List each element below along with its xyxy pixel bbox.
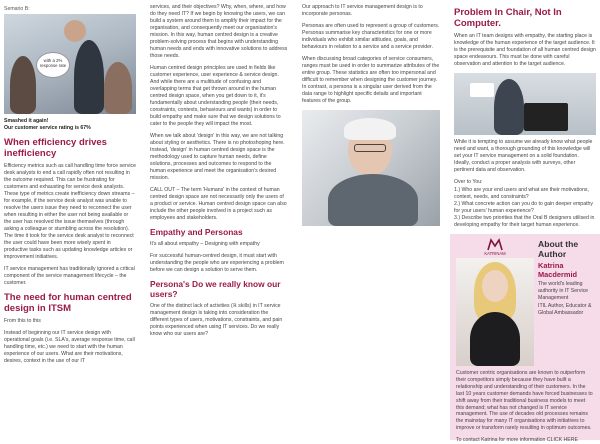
column-2: [146, 0, 294, 424]
question-2: 2.) What concrete action can you do to gain deeper empathy for your users' human experience?: [454, 201, 593, 214]
paragraph: When discussing broad categories of service consumers, ranges must be used in order to summarize attributes of the entire group. These statistics are often too impersonal and difficult to remember when designing the customer journey. In contrast, a persona is a singular user derived from the data range to highlight specific details and important features of the group.: [302, 56, 440, 104]
laptop-user-photo: [454, 73, 596, 135]
paragraph: Our approach to IT service management design is to incorporate personas.: [302, 4, 423, 17]
author-photo: [456, 258, 534, 366]
contact-link[interactable]: To contact Katrina for more information CLICK HERE: [456, 437, 578, 444]
brand-mark-icon: [487, 239, 503, 251]
person-figure: [494, 79, 524, 135]
about-title: About the Author: [538, 239, 579, 259]
author-name: Katrina Macdermid: [538, 261, 578, 279]
heading-need: The need for human centred design in ITSM: [4, 292, 132, 314]
question-3: 3.) Describe two priorities that the Oral B designers utilised in developing empathy for their target human experience.: [454, 215, 595, 228]
smashed-text: Smashed it again!: [4, 118, 49, 124]
paragraph: IT service management has traditionally ignored a critical component of the service management lifecycle – the customer.: [4, 266, 135, 286]
column-1: [0, 0, 142, 424]
paragraph: Personas are often used to represent a group of customers. Personas summarise key characteristics for one or more individuals who exhibit similar attitudes, goals, and behaviours in relation to a service and a service provider.: [302, 23, 440, 50]
person-head: [482, 270, 508, 302]
column-4: [450, 0, 600, 444]
paragraph: services, and their objectives? Why, when, where, and how do they need IT? If we begin by knowing the users, we can build a system around them to amplify their impact for the organisation, and consequently meet our organisation's mission. In this way, human centred design is a creative problem-solving process that begins with understanding human needs and ends with innovative solutions to address those needs.: [150, 4, 288, 59]
over-to-you: Over to You:: [454, 179, 483, 185]
hair: [344, 118, 396, 140]
paragraph: It's all about empathy – Designing with empathy: [150, 241, 260, 247]
person-figure: [74, 40, 104, 114]
paragraph: When we talk about 'design' in this way, we are not talking about styling or aesthetics. There is no photoshoping here. Instead, 'design' in human centred design space is the methodology used to capture human needs, define solutions, processes and outcomes to respond to the human experience and meet the organisation's desired mission.: [150, 133, 285, 181]
satisfaction-text: Our customer service rating is 67%: [4, 125, 91, 131]
person-figure: [104, 62, 132, 114]
paragraph: While it is tempting to assume we already know what people need and want, a thorough grounding of this knowledge will set your IT service management on a solid foundation. Ideally, conduct a proper analysis with surveys, other pertinent data and observation.: [454, 139, 593, 173]
person-body: [470, 312, 520, 366]
paragraph: For successful human-centred design, it must start with understanding the people who are experiencing a problem before we can design a solution to serve them.: [150, 253, 284, 273]
heading-problem: Problem In Chair, Not In Computer.: [454, 7, 562, 29]
brand-logo: [456, 239, 534, 256]
person-head: [64, 20, 86, 42]
paragraph: Instead of beginning our IT service design with operational goals (i.e. SLA's, average response time, call handling time, etc.) we need to start with the human experience of our users. What are their motivations, desires, context in the use of our IT: [4, 330, 135, 364]
paragraph: Human centred design principles are used in fields like customer experience, user experience & service design. And while there are a multitude of confusing and overlapping terms that get thrown around in the human centred design space, when you get down to it, it's fundamentally about understanding people (their needs, constraints, contexts, behaviours and wants) in order to build empathy and make sure that we design solutions to cater to the people they will impact the most.: [150, 65, 281, 127]
heading-persona: Persona's Do we really know our users?: [150, 279, 281, 299]
callout: CALL OUT – The term 'Humans' in the context of human centred design space are not necessarily only the users of a product or service. Human centred design space can also include the other people involved in a project such as employees and stakeholders.: [150, 187, 287, 221]
brand-text: KATRINAM: [484, 251, 506, 256]
person-figure: [10, 56, 36, 114]
older-man-photo: [302, 110, 440, 226]
laptop: [524, 103, 568, 131]
author-box: [450, 234, 600, 444]
paragraph: When an IT team designs with empathy, the starting place is knowledge of the human experience of the target audience. It is the prerequisite and foundation of all human centred design space endeavours. This must be done with careful observation and attention to the target audience.: [454, 33, 596, 67]
scenario-label: Semario B:: [4, 6, 30, 12]
question-1: 1.) Who are your end users and what are their motivations, context, needs, and constraints?: [454, 187, 589, 200]
call-centre-photo: [4, 14, 136, 114]
heading-empathy: Empathy and Personas: [150, 227, 243, 237]
author-paragraph: Customer centric organisations are known to outperform their competitors simply because they have built a relationship and understanding of their customers. In the last 10 years customer demands have forced businesses to shift away from their traditional business models to meet this demand; what has not changed is IT service management. The use of decades old processes remains the mainstay for many IT organisations with initiatives to improve or transform rarely resulting in optimum outcomes.: [456, 370, 593, 432]
paragraph: From this to this: [4, 318, 41, 324]
paragraph: One of the distinct lack of activities (ℝ skills) in IT service management design is taking into consideration the different types of users, motivations, constraints, and pain points experienced when using IT services. Do we really know who our users are?: [150, 303, 283, 337]
author-line: The world's leading authority in IT Service Management: [538, 281, 589, 301]
column-3: [298, 0, 446, 424]
author-line: ITIL Author, Educator & Global Ambassador: [538, 302, 592, 316]
glasses: [354, 144, 386, 152]
sign: [470, 83, 494, 97]
response-rate-bubble: with a 2% response rate: [36, 52, 70, 78]
person-body: [328, 174, 418, 226]
heading-efficiency: When efficiency drives inefficiency: [4, 137, 107, 159]
paragraph: Efficiency metrics such as call handling time force service desk analysts to end a call rapidly often not resulting in the outcome required. This can be frustrating for customers and exhausting for service desk analysts. These type of metrics create inefficiency down streams – for example, if the service desk analyst was unable to resolve the users issue they need to reconnect the user when resulting in either the user not being available or the user has resolved the issue themselves (through asking a colleague or stumbling across the resolution). The time it took for the service desk analyst to reconnect the user could have been more wisely spent in productive tasks such as updating knowledge articles or improvement initiatives.: [4, 163, 136, 260]
